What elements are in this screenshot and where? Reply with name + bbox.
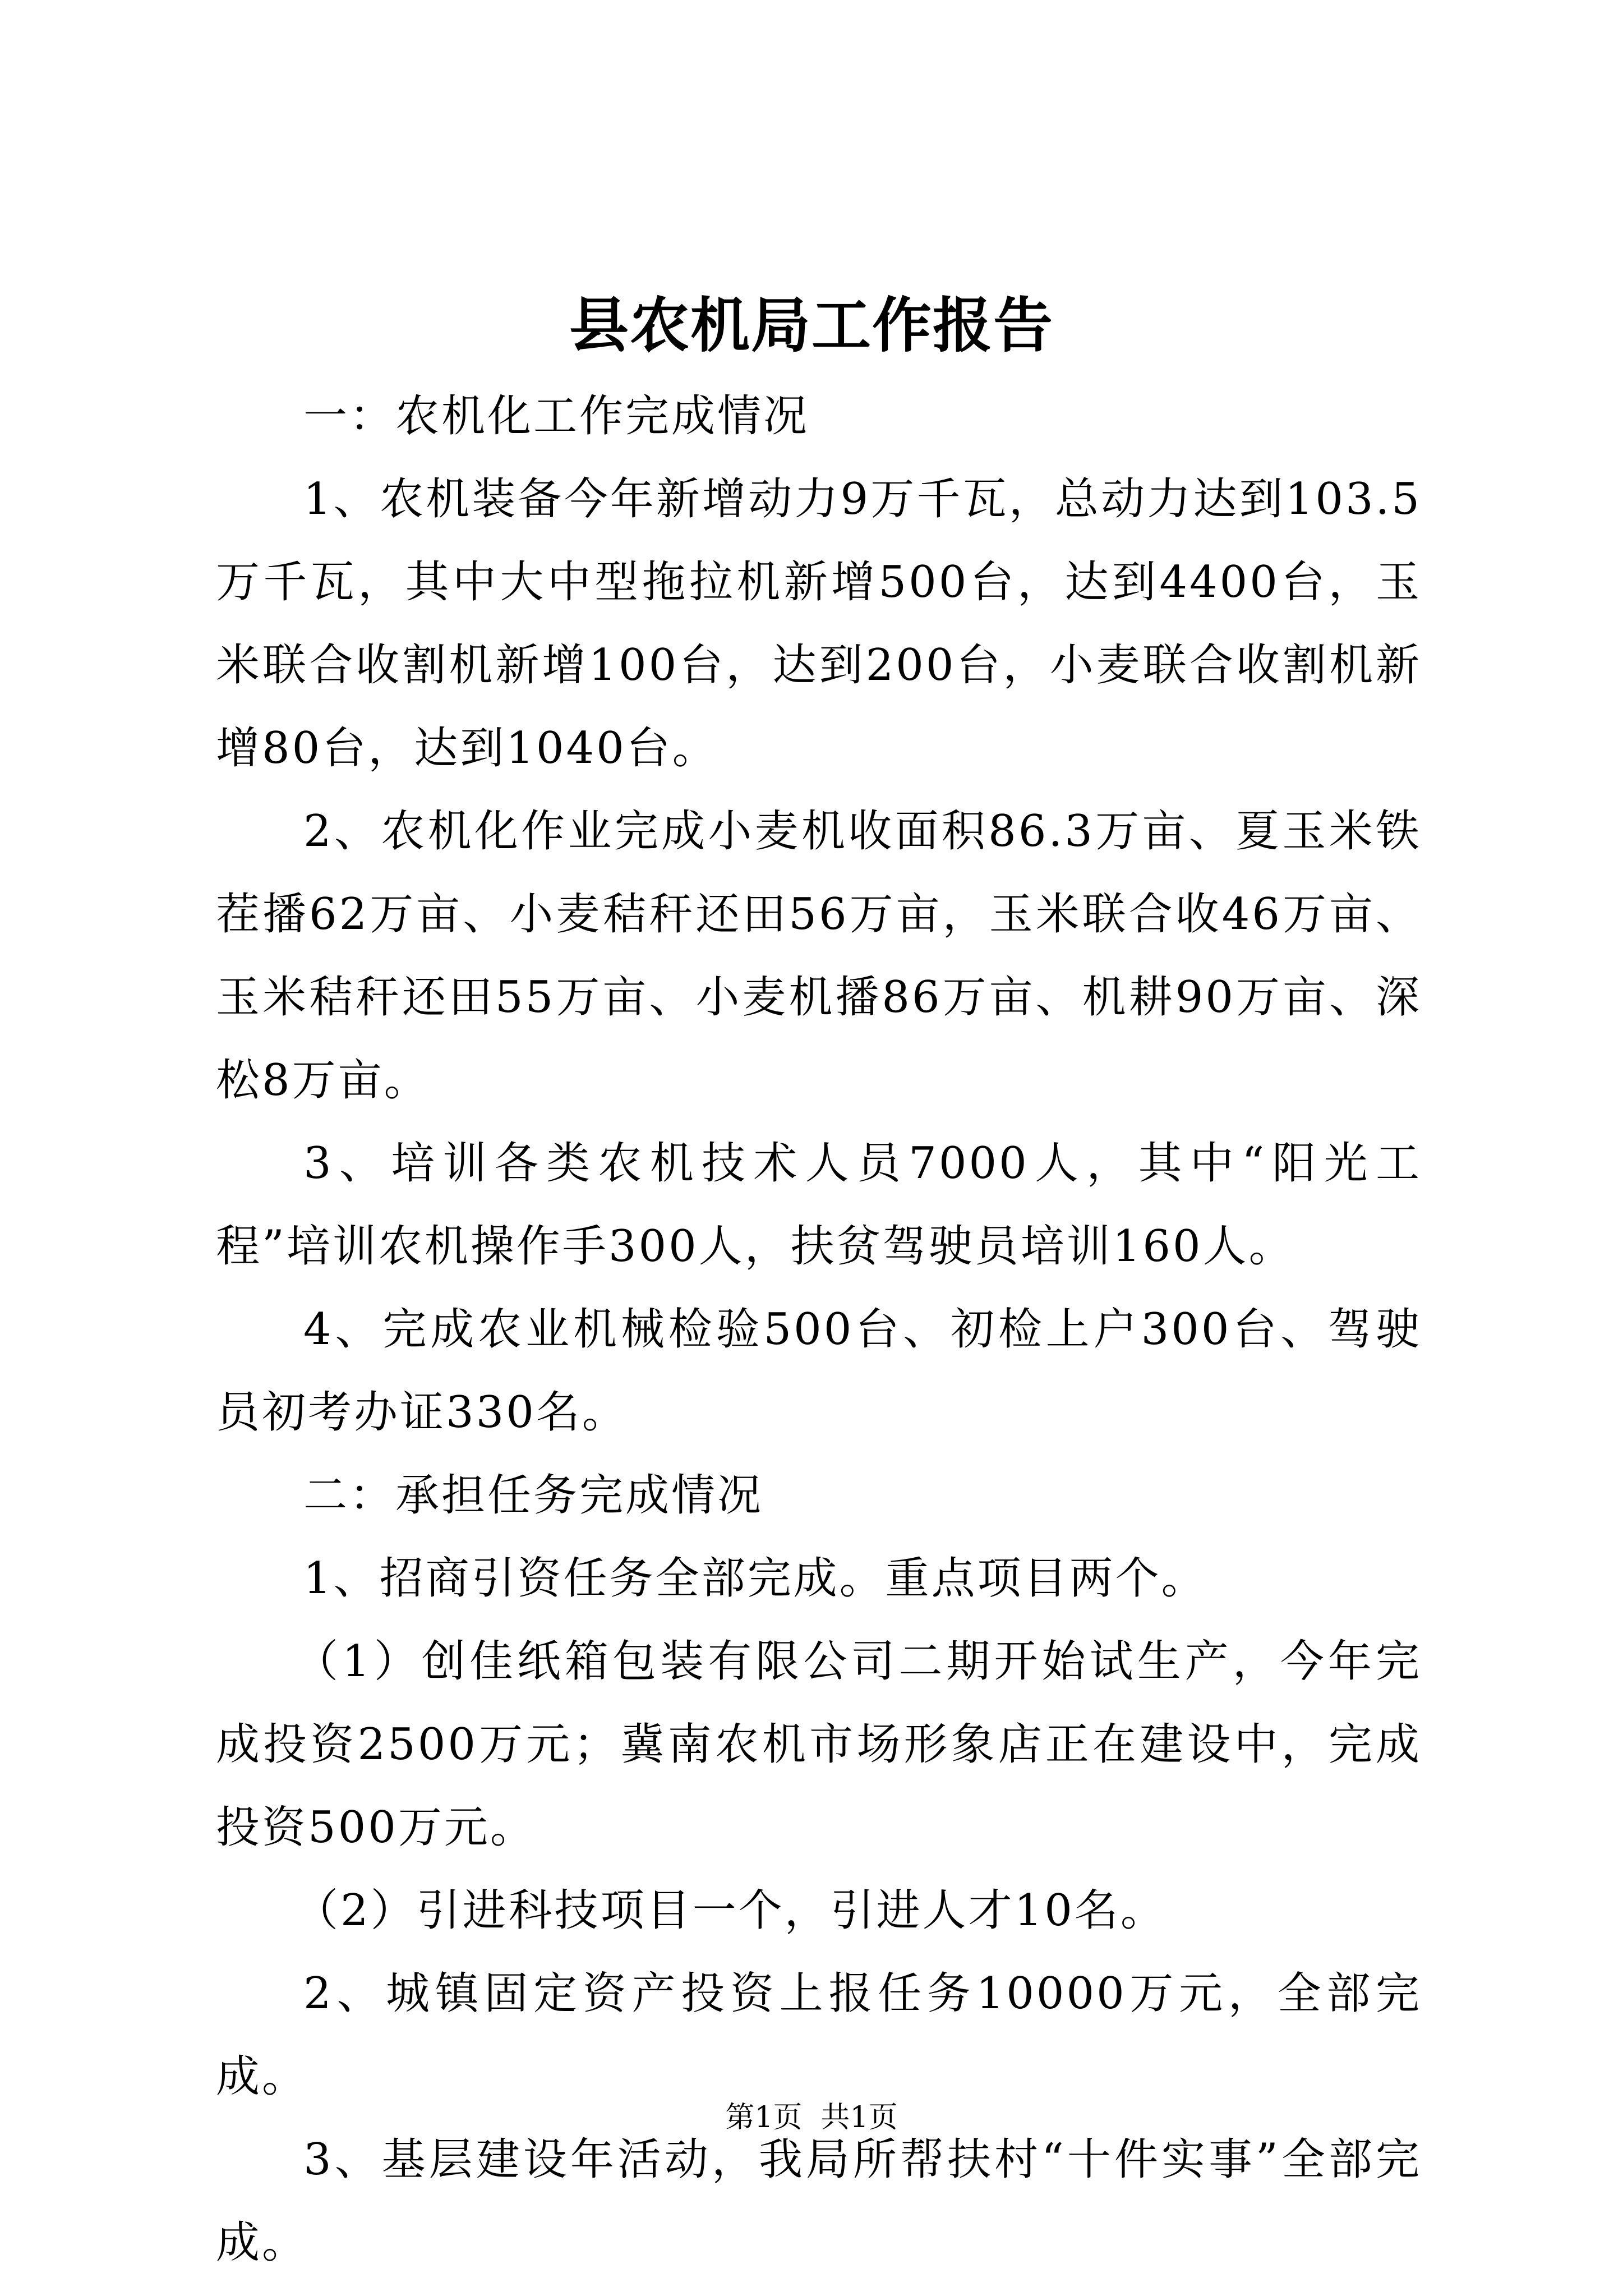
paragraph-grassroots: 3、基层建设年活动，我局所帮扶村“十件实事”全部完成。: [216, 2134, 1422, 2268]
section-heading-2: 二：承担任务完成情况: [303, 1470, 764, 1521]
document-title: 县农机局工作报告: [569, 290, 1054, 360]
paragraph-investment: 1、招商引资任务全部完成。重点项目两个。: [303, 1553, 1207, 1604]
paragraph-training: 3、培训各类农机技术人员7000人，其中“阳光工程”培训农机操作手300人，扶贫驾驶员培训160人。: [216, 1138, 1422, 1272]
paragraph-project-2: （2）引进科技项目一个，引进人才10名。: [294, 1885, 1166, 1936]
paragraph-equipment: 1、农机装备今年新增动力9万千瓦，总动力达到103.5万千瓦，其中大中型拖拉机新增500台，达到4400台，玉米联合收割机新增100台，达到200台，小麦联合收割机新增80台，达到1040台。: [216, 474, 1422, 774]
page-number: 第1页: [725, 2101, 803, 2134]
section-heading-1: 一：农机化工作完成情况: [303, 391, 810, 441]
document-body: [216, 375, 1422, 2284]
page-footer: [0, 2095, 1623, 2140]
paragraph-operations: 2、农机化作业完成小麦机收面积86.3万亩、夏玉米铁茬播62万亩、小麦秸秆还田56万亩，玉米联合收46万亩、玉米秸秆还田55万亩、小麦机播86万亩、机耕90万亩、深松8万亩。: [216, 806, 1422, 1106]
paragraph-fixed-assets: 2、城镇固定资产投资上报任务10000万元，全部完成。: [216, 1968, 1422, 2102]
paragraph-project-1: （1）创佳纸箱包装有限公司二期开始试生产，今年完成投资2500万元；冀南农机市场形象店正在建设中，完成投资500万元。: [216, 1636, 1422, 1853]
page-total: 共1页: [820, 2101, 898, 2134]
footer-spacer: [802, 2101, 820, 2134]
paragraph-inspection: 4、完成农业机械检验500台、初检上户300台、驾驶员初考办证330名。: [216, 1304, 1422, 1438]
